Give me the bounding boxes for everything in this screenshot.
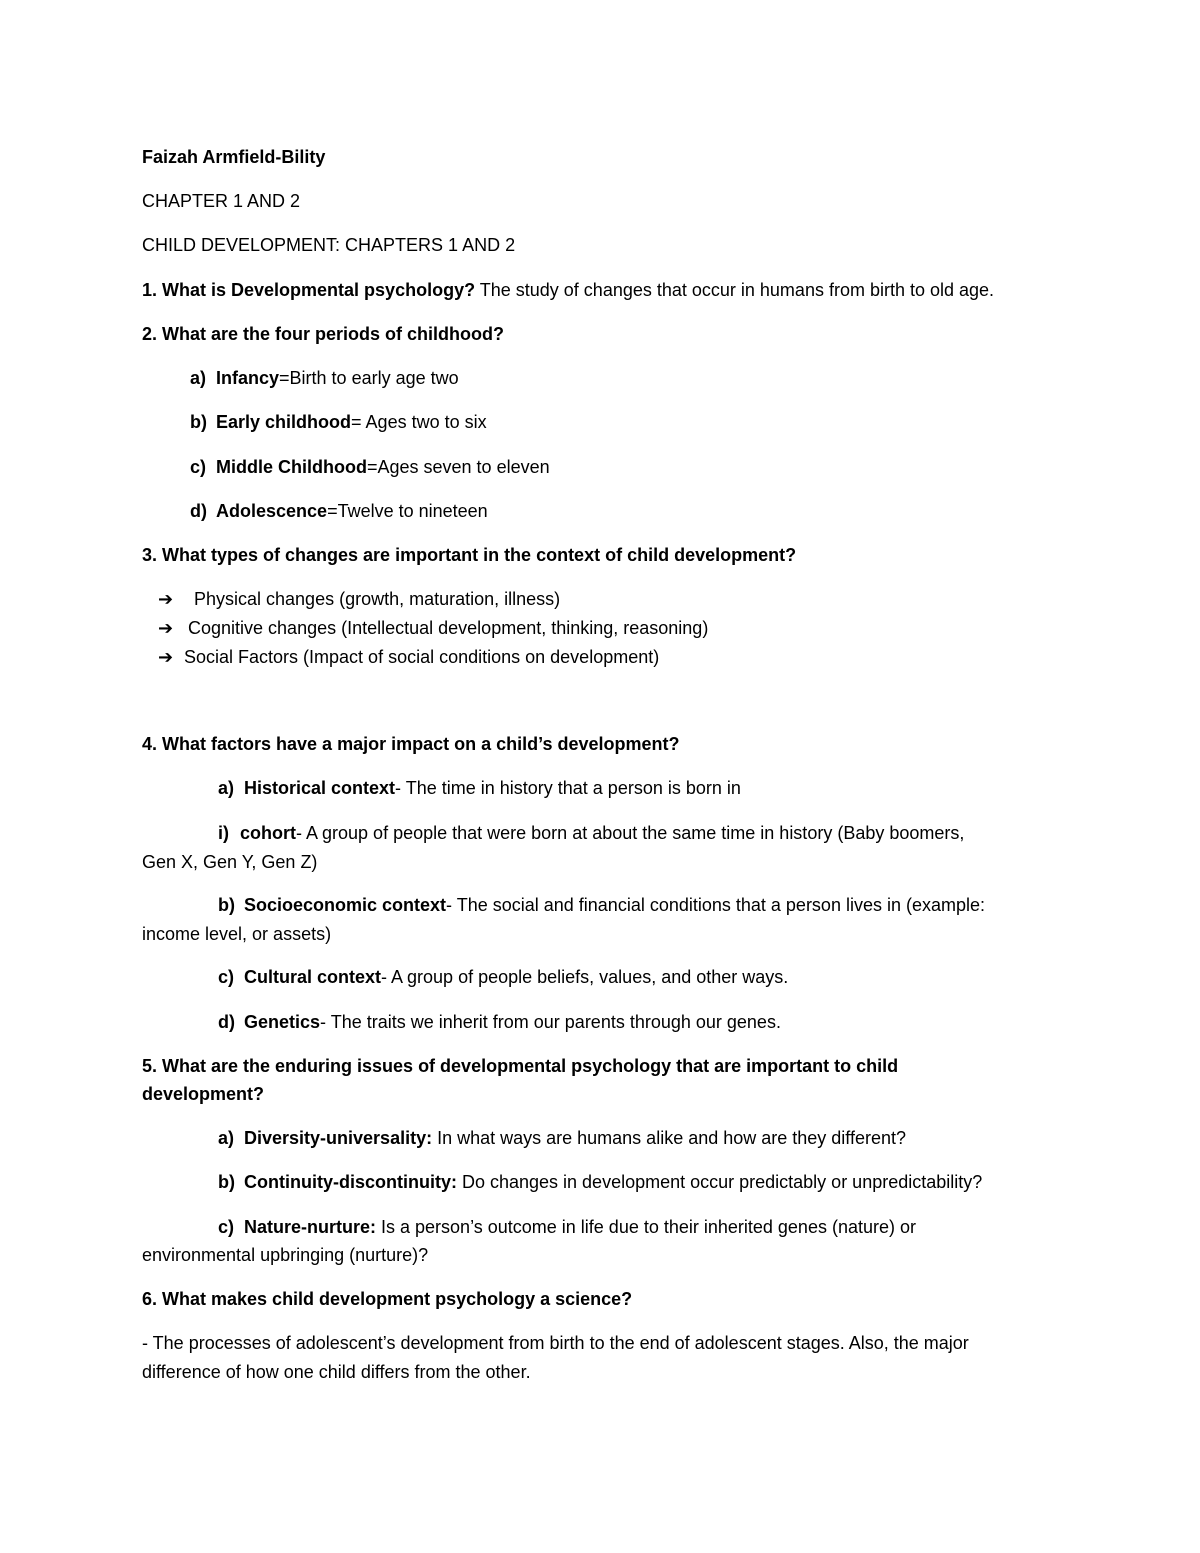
list-item: ➔ Cognitive changes (Intellectual development, thinking, reasoning) (158, 618, 709, 638)
author-name: Faizah Armfield-Bility (142, 147, 326, 167)
list-item-continuation: environmental upbringing (nurture)? (142, 1245, 429, 1265)
arrow-icon: ➔ (158, 647, 174, 667)
document-heading: CHILD DEVELOPMENT: CHAPTERS 1 AND 2 (142, 235, 516, 255)
list-item: ➔ Social Factors (Impact of social conditions on development) (158, 647, 660, 667)
list-item: d) Genetics- The traits we inherit from our parents through our genes. (218, 1012, 781, 1032)
question-4: 4. What factors have a major impact on a child’s development? (142, 734, 680, 754)
list-item: c) Nature-nurture: Is a person’s outcome in life due to their inherited genes (nature) or (218, 1217, 916, 1237)
question-3: 3. What types of changes are important in the context of child development? (142, 545, 797, 565)
question-5: 5. What are the enduring issues of developmental psychology that are important to child (142, 1056, 899, 1076)
arrow-icon: ➔ (158, 618, 174, 638)
list-item: a) Infancy=Birth to early age two (190, 368, 459, 388)
list-item: b) Continuity-discontinuity: Do changes in development occur predictably or unpredictability? (218, 1172, 983, 1192)
question-2: 2. What are the four periods of childhood? (142, 324, 505, 344)
question-5-continuation: development? (142, 1084, 265, 1104)
question-1-answer: The study of changes that occur in humans from birth to old age. (475, 280, 995, 300)
list-item: i) cohort- A group of people that were born at about the same time in history (Baby boomers, (218, 823, 965, 843)
question-6: 6. What makes child development psychology a science? (142, 1289, 633, 1309)
question-1-label: 1. What is Developmental psychology? (142, 280, 476, 300)
list-item-continuation: Gen X, Gen Y, Gen Z) (142, 852, 318, 872)
list-item: c) Middle Childhood=Ages seven to eleven (190, 457, 550, 477)
list-item: a) Diversity-universality: In what ways are humans alike and how are they different? (218, 1128, 907, 1148)
list-item: b) Early childhood= Ages two to six (190, 412, 487, 432)
list-item: c) Cultural context- A group of people beliefs, values, and other ways. (218, 967, 789, 987)
chapter-title: CHAPTER 1 AND 2 (142, 191, 301, 211)
list-item: ➔ Physical changes (growth, maturation, illness) (158, 589, 561, 609)
list-item: d) Adolescence=Twelve to nineteen (190, 501, 488, 521)
list-item: a) Historical context- The time in history that a person is born in (218, 778, 741, 798)
list-item: b) Socioeconomic context- The social and financial conditions that a person lives in (example: (218, 895, 986, 915)
question-6-answer: - The processes of adolescent’s development from birth to the end of adolescent stages. Also, the major (142, 1333, 969, 1353)
arrow-icon: ➔ (158, 589, 174, 609)
list-item-continuation: income level, or assets) (142, 924, 332, 944)
question-6-answer-continuation: difference of how one child differs from the other. (142, 1362, 531, 1382)
question-1 (142, 278, 994, 302)
